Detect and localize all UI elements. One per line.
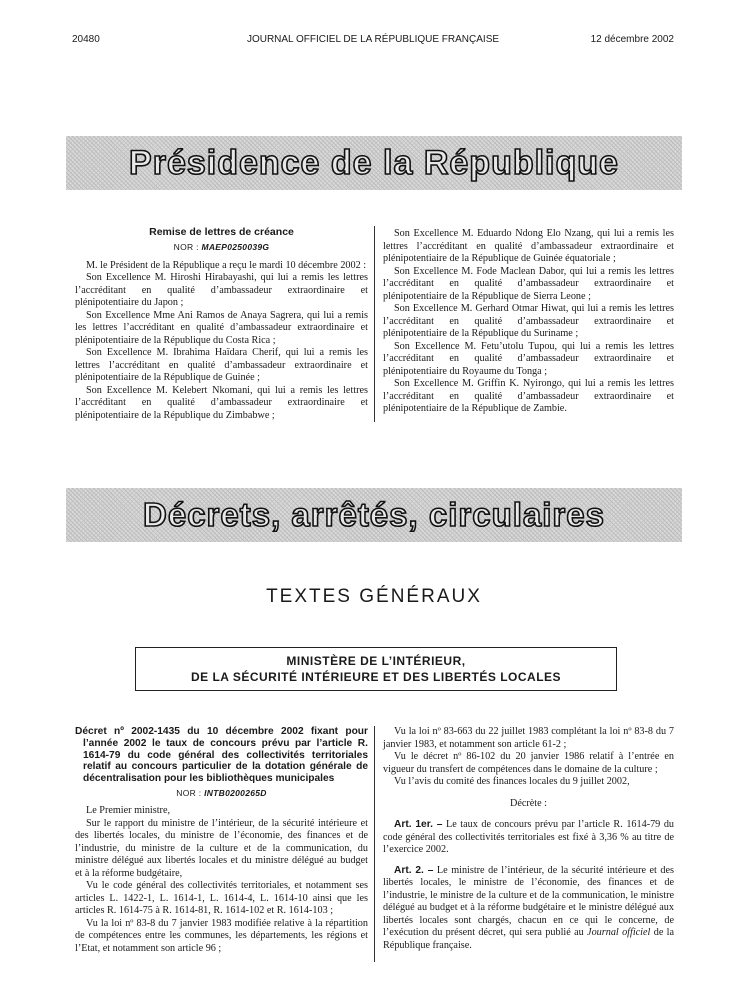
article-1-label: Art. 1er. – — [394, 819, 443, 830]
decree-paragraph: Vu la loi nº 83-8 du 7 janvier 1983 modifiée relative à la répartition de compétences entre les communes, les départements, les régions et l’Etat, et notamment son article 96 ; — [75, 917, 368, 954]
decrete-heading: Décrète : — [509, 797, 548, 809]
remise-paragraph: Son Excellence M. Fetu’utolu Tupou, qui lui a remis les lettres l’accréditant en qualité d’ambassadeur extraordinaire et plénipotentiaire du Royaume du Tonga ; — [383, 340, 674, 377]
journal-officiel-reference: Journal officiel — [587, 927, 651, 938]
remise-title: Remise de lettres de créance — [149, 226, 294, 238]
article-2-label: Art. 2. – — [394, 864, 434, 876]
column-divider — [374, 726, 375, 962]
remise-paragraph: Son Excellence M. Hiroshi Hirabayashi, qui lui a remis les lettres l’accréditant en qualité d’ambassadeur extraordinaire et plénipotentiaire du Japon ; — [75, 272, 368, 308]
decree-title: Décret nº 2002-1435 du 10 décembre 2002 fixant pour l’année 2002 le taux de concours prévu par l’article R. 1614-79 du code général des collectivités territoriales relatif au concours particulier de la dotation générale de décentralisation pour les bibliothèques municipales — [75, 726, 368, 785]
article-2-text-end: de la République française. — [383, 927, 675, 951]
decree-paragraph: Le Premier ministre, — [86, 805, 171, 817]
remise-paragraph: M. le Président de la République a reçu le mardi 10 décembre 2002 : — [86, 259, 367, 271]
page-number: 20480 — [72, 34, 100, 45]
ministry-box — [135, 647, 617, 691]
article-1 — [383, 819, 674, 857]
remise-paragraph: Son Excellence M. Kelebert Nkomani, qui lui a remis les lettres l’accréditant en qualité d’ambassadeur extraordinaire et plénipotentiaire de la République du Zimbabwe ; — [75, 384, 368, 421]
textes-generaux-heading: TEXTES GÉNÉRAUX — [266, 586, 482, 607]
nor-code: INTB0200265D — [204, 787, 267, 798]
decree-paragraph: Vu le code général des collectivités territoriales, et notamment ses articles L. 1422-1, L. 1614-1, L. 1614-4, L. 1614-10 ainsi que les articles R. 1614-75 à R. 1614-81, R. 1614-102 et R. 1614-103 ; — [75, 880, 368, 917]
nor-label: NOR : — [176, 787, 202, 798]
remise-paragraph: Son Excellence Mme Ani Ramos de Anaya Sagrera, qui lui a remis les lettres l’accréditant en qualité d’ambassadeur extraordinaire et plénipotentiaire de la République du Costa Rica ; — [75, 309, 368, 346]
decree-right-column — [383, 726, 674, 952]
remise-paragraph: Son Excellence M. Eduardo Ndong Elo Nzang, qui lui a remis les lettres l’accréditant en qualité d’ambassadeur extraordinaire et plénipotentiaire de la République de Guinée équatoriale ; — [383, 228, 674, 264]
remise-paragraph: Son Excellence M. Ibrahima Haïdara Cherif, qui lui a remis les lettres l’accréditant en qualité d’ambassadeur extraordinaire et plénipotentiaire de la République de Guinée ; — [75, 347, 368, 383]
decree-paragraph: Vu la loi nº 83-663 du 22 juillet 1983 complétant la loi nº 83-8 du 7 janvier 1983, et notamment son article 61-2 ; — [383, 726, 674, 750]
article-2-text: Le ministre de l’intérieur, de la sécurité intérieure et des libertés locales, le ministre de l’économie, des finances et de l’industrie, le ministre de la culture et de la communication, le ministre délégué au budget et à la réforme budgétaire et le ministre délégué aux libertés locales sont chargés, chacun en ce qui le concerne, de l’exécution du présent décret, qui sera publié au — [383, 864, 674, 938]
decree-paragraph: Sur le rapport du ministre de l’intérieur, de la sécurité intérieure et des libertés locales, du ministre de l’économie, des finances et de l’industrie, du ministre de la culture et de la communication, du ministre délégué aux libertés locales et du ministre délégué au budget et à la réforme budgétaire, — [75, 817, 368, 879]
journal-title: JOURNAL OFFICIEL DE LA RÉPUBLIQUE FRANÇAISE — [246, 34, 500, 45]
decree-paragraph: Vu l’avis du comité des finances locales du 9 juillet 2002, — [394, 776, 630, 787]
nor-label: NOR : — [173, 242, 199, 252]
remise-paragraph: Son Excellence M. Gerhard Otmar Hiwat, qui lui a remis les lettres l’accréditant en qualité d’ambassadeur extraordinaire et plénipotentiaire de la République du Suriname ; — [383, 303, 674, 339]
nor-code: MAEP0250039G — [201, 242, 270, 252]
remise-left-column — [75, 226, 368, 422]
page-header — [72, 34, 674, 48]
ministry-line-2: DE LA SÉCURITÉ INTÉRIEURE ET DES LIBERTÉS LOCALES — [190, 670, 562, 684]
decree-nor — [75, 787, 368, 800]
remise-nor — [75, 241, 368, 254]
decree-left-column — [75, 726, 368, 955]
ministry-line-1: MINISTÈRE DE L’INTÉRIEUR, — [286, 654, 466, 668]
issue-date: 12 décembre 2002 — [590, 34, 674, 45]
section-banner-presidence: Présidence de la République — [66, 136, 682, 190]
section-banner-decrets: Décrets, arrêtés, circulaires — [66, 488, 682, 542]
remise-right-column — [383, 228, 674, 416]
remise-paragraph: Son Excellence M. Fode Maclean Dabor, qui lui a remis les lettres l’accréditant en qualité d’ambassadeur extraordinaire et plénipotentiaire de la République de Sierra Leone ; — [383, 265, 674, 302]
remise-paragraph: Son Excellence M. Griffin K. Nyirongo, qui lui a remis les lettres l’accréditant en qualité d’ambassadeur extraordinaire et plénipotentiaire de la République de Zambie. — [383, 378, 674, 414]
decree-paragraph: Vu le décret nº 86-102 du 20 janvier 1986 relatif à l’entrée en vigueur du transfert de compétences dans le domaine de la culture ; — [383, 751, 674, 775]
article-1-text: Le taux de concours prévu par l’article R. 1614-79 du code général des collectivités territoriales est fixé à 3,36 % au titre de l’exercice 2002. — [383, 819, 675, 855]
column-divider — [374, 226, 375, 422]
article-2 — [383, 865, 674, 953]
